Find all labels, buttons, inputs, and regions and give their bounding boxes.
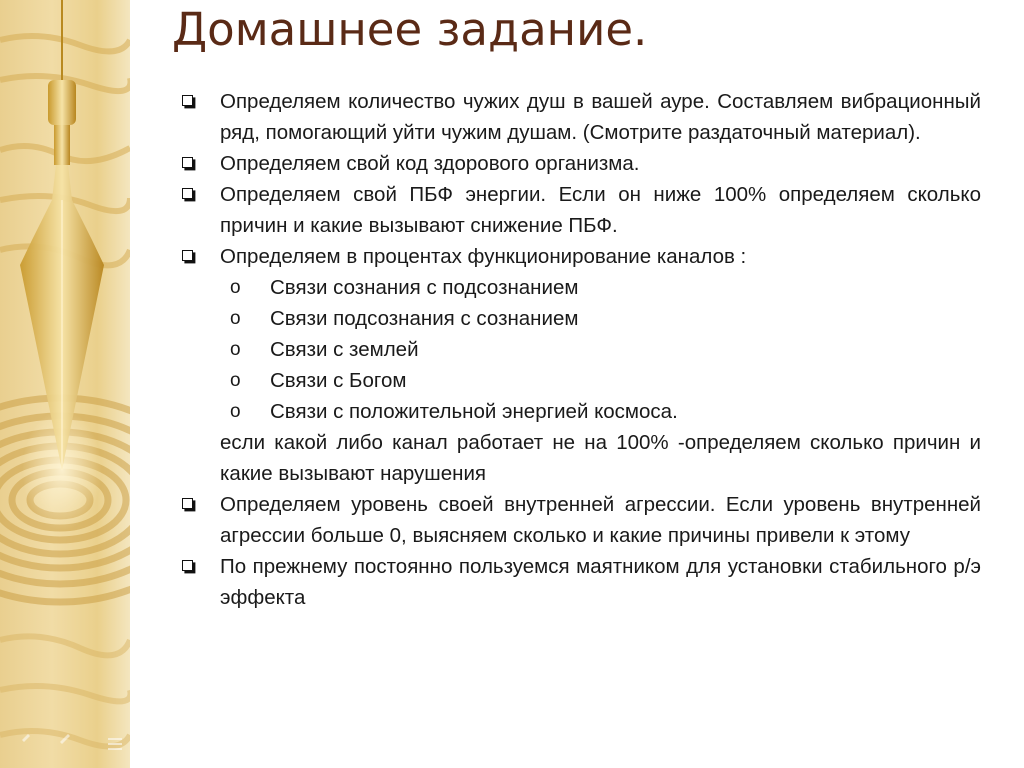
slide-title: Домашнее задание. <box>172 3 648 56</box>
checkbox-square-icon <box>182 188 193 199</box>
checkbox-square-icon <box>182 560 193 571</box>
checkbox-square-icon <box>182 95 193 106</box>
sub-list-item-text: Связи с землей <box>270 338 419 361</box>
list-item <box>180 148 981 179</box>
homework-list <box>180 86 981 613</box>
list-item <box>180 86 981 148</box>
sub-list-item <box>180 303 981 334</box>
checkbox-square-icon <box>182 498 193 509</box>
list-item <box>180 551 981 613</box>
list-item-text: Определяем количество чужих душ в вашей ауре. Составляем вибрационный ряд, помогающий уйти чужим душам. (Смотрите раздаточный материал). <box>220 90 981 144</box>
list-item-text: Определяем в процентах функционирование каналов : <box>220 245 747 268</box>
hollow-circle-icon: o <box>230 401 241 422</box>
list-item-continuation: если какой либо канал работает не на 100% -определяем сколько причин и какие вызывают нарушения <box>220 431 981 485</box>
sub-list-item-text: Связи с положительной энергией космоса. <box>270 400 678 423</box>
checkbox-square-icon <box>182 250 193 261</box>
pendulum-on-sand-image <box>0 0 130 768</box>
sub-list-item <box>180 272 981 303</box>
list-item <box>180 489 981 551</box>
list-item-text: Определяем свой ПБФ энергии. Если он ниже 100% определяем сколько причин и какие вызывают снижение ПБФ. <box>220 183 981 237</box>
sub-list-item-text: Связи сознания с подсознанием <box>270 276 579 299</box>
checkbox-square-icon <box>182 157 193 168</box>
hollow-circle-icon: o <box>230 308 241 329</box>
list-item-text: Определяем свой код здорового организма. <box>220 152 640 175</box>
hollow-circle-icon: o <box>230 339 241 360</box>
hollow-circle-icon: o <box>230 370 241 391</box>
sub-list-item <box>180 334 981 365</box>
hollow-circle-icon: o <box>230 277 241 298</box>
sub-list-item <box>180 396 981 427</box>
sub-list-item <box>180 365 981 396</box>
list-item <box>180 241 981 272</box>
sub-list-item-text: Связи подсознания с сознанием <box>270 307 579 330</box>
sub-list-item-text: Связи с Богом <box>270 369 407 392</box>
list-item-text: Определяем уровень своей внутренней агрессии. Если уровень внутренней агрессии больше 0, выясняем сколько и какие причины привели к этому <box>220 493 981 547</box>
list-item-text: По прежнему постоянно пользуемся маятником для установки стабильного р/э эффекта <box>220 555 981 609</box>
list-item <box>180 179 981 241</box>
